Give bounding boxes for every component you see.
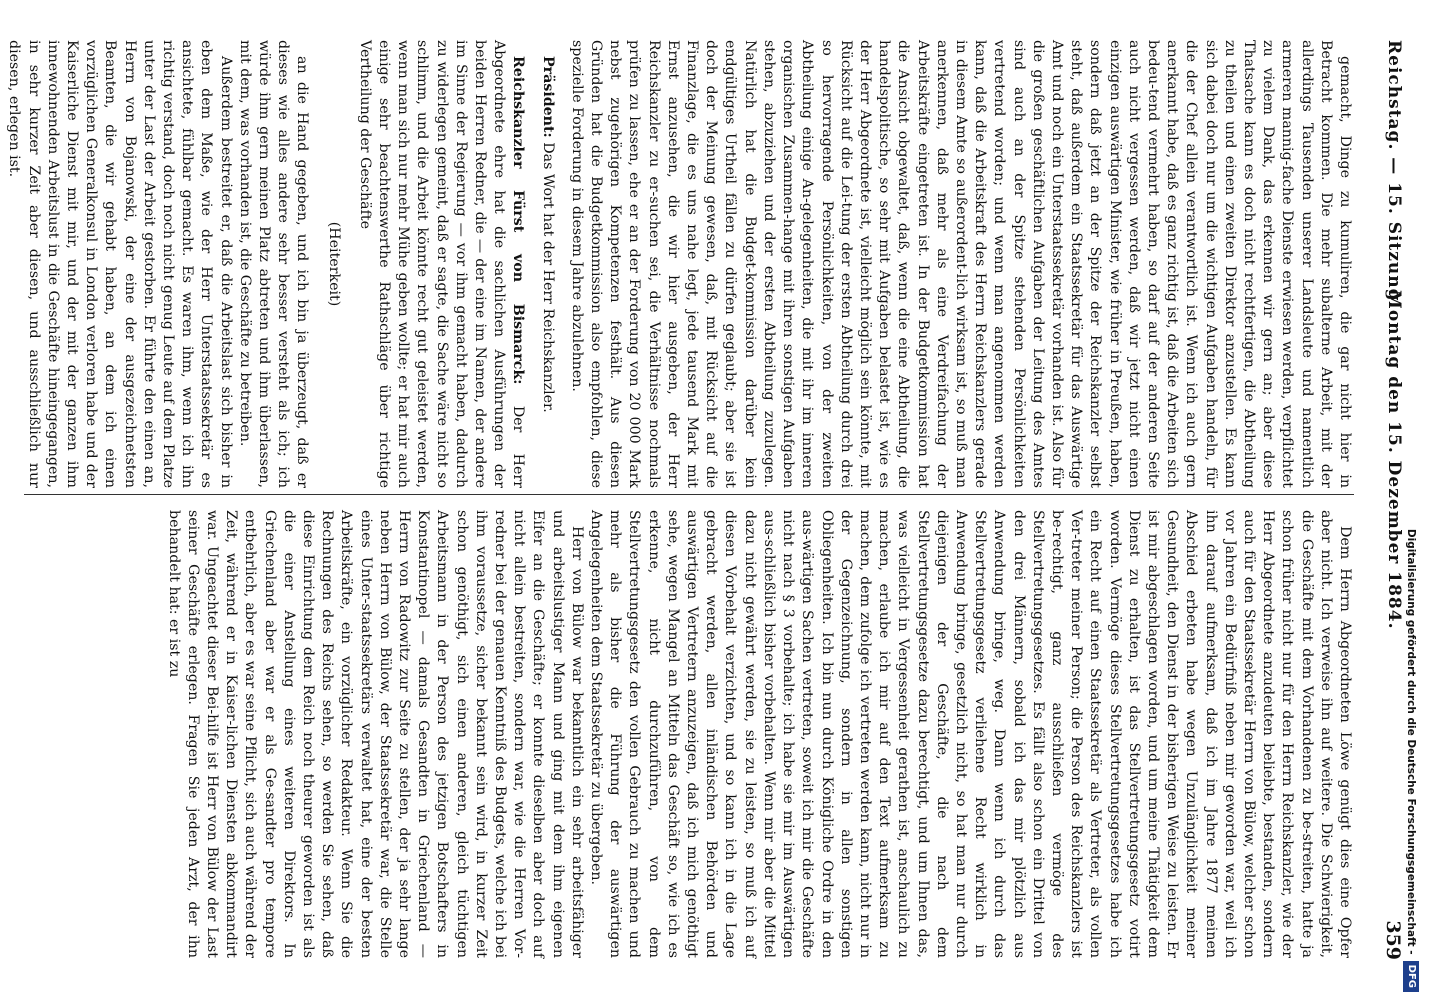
credit-text: Digitalisierung gefördert durch die Deutsche Forschungsgemeinschaft -	[1405, 528, 1417, 955]
president-statement: Das Wort hat der Herr Reichskanzler.	[539, 142, 556, 413]
speaker-label-chancellor: Reichskanzler Fürst von Bismarck:	[510, 56, 527, 385]
text-column-left	[6, 40, 1354, 488]
header-session: Reichstag. — 15. Sitzung.	[1384, 40, 1404, 309]
president-paragraph	[537, 40, 556, 488]
header-date: Montag den 15. Dezember 1884.	[1384, 290, 1404, 630]
dfg-logo: DFG	[1403, 961, 1419, 992]
paragraph: Dem Herrn Abgeordneten Löwe genügt dies eine Opfer aber nicht. Ich verweise ihn auf weitere. Die Schwierigkeit, die Geschäfte mit dem Vorhandenen zu be-streiten, hatte ja schon früher nicht nur für den Herrn Reichskanzler, wie der Herr Abgeordnete anzudeuten beliebte, bestanden, sondern auch für den Staatssekretär Herrn von Bülow, welcher schon vor Jahren ein Bedürfniß neben mir geworden war, weil ich ihn darauf aufmerksam, daß ich im Jahre 1877 meinen Abschied erbeten habe wegen Unzulänglichkeit meiner Gesundheit, den Dienst in der bisherigen Weise zu leisten. Er ist mir abgeschlagen worden, und um meine Thätigkeit dem Dienst zu erhalten, ist das Stellvertretungsgesetz votirt worden. Vermöge dieses Stellvertretungsgesetzes habe ich ein Recht auf einen Staatssekretär als Vertreter, als vollen Ver-treter meiner Person; die Person des Reichskanzlers ist be-rechtigt, ganz ausschließen vermöge des Stellvertretungsgesetzes. Es fällt also schon ein Drittel von den drei Männern, sobald ich das mir plötzlich aus Anwendung bringe, weg. Dann wenn ich durch das Stellvertretungsgesetz verliehene Recht wirklich in Anwendung bringe, gesetzlich nicht, so hat man nur durch diejenigen der Geschäfte, die nach dem Stellvertretungsgesetze dazu berechtigt, und um Ihnen das, was vielleicht in Vergessenheit gerathen ist, anschaulich zu machen, erlaube ich mir auf den Text aufmerksam zu machen, dem zufolge ich vertreten werden kann, nicht nur in der Gegenzeichnung, sondern in allen sonstigen Obliegenheiten. Ich bin nun durch Königliche Ordre in den aus-wärtigen Sachen vertreten, soweit ich mir die Geschäfte nicht nach § 3 vorbehalte; ich habe sie mir im Auswärtigen aus-schließlich bisher vorbehalten. Wenn mir aber die Mittel dazu nicht gewährt werden, sie zu leisten, so muß ich auf diesen Vorbehalt verzichten, und so kann ich in die Lage gebracht werden, allen inländischen Behörden und auswärtigen Vertretern anzuzeigen, daß ich mich genöthigt sehe, wegen Mangel an Mitteln das Geschäft so, wie ich es erkenne, nicht durchzuführen, von dem Stellvertretungsgesetz den vollen Gebrauch zu machen und mehr als bisher die Führung der auswärtigen Angelegenheiten dem Staatssekretär zu übergeben.	[588, 510, 1353, 958]
speaker-label-president: Präsident:	[539, 56, 556, 138]
interjection-heiterkeit: (Heiterkeit)	[325, 221, 342, 307]
column-divider	[24, 494, 1354, 495]
text-column-right	[14, 510, 1354, 958]
chancellor-statement: Der Herr Abgeordnete ehre hat die sachlichen Ausführungen der beiden Herren Redner, die — der eine im Namen, der andere im Sinne der Regierung — vor ihm gemacht haben, dadurch zu widerlegen gemeint, daß er sagte, die Sache wäre nicht so schlimm, und die Arbeit könnte recht gut geleistet werden, wenn man sich nur mehr Mühe geben wollte; er hat mir auch einige sehr beachtenswerthe Rathschläge über richtige Vertheilung der Geschäfte	[356, 40, 527, 488]
paragraph: Herr von Bülow war bekanntlich ein sehr arbeitsfähiger und arbeitslustiger Mann und ging mit dem ihm eigenen Eifer an die Geschäfte; er konnte dieselben aber doch auf nicht allein bestreiten, sondern war, wie die Herren Vor-redner bei der genauen Kenntniß des Budgets, welche ich bei ihm voraussetze, sicher bekannt sein wird, in kurzer Zeit schon genöthigt, sich einen anderen, gleich tüchtigen Arbeitsmann in der Person des jetzigen Botschafters in Konstantinopel — damals Gesandten in Griechenland — Herrn von Radowitz zur Seite zu stellen, der ja sehr lange neben Herrn von Bülow, der Staatssekretär war, die Stelle eines Unter-staatssekretärs verwaltet hat, eine der besten Arbeitskräfte, ein vorzüglicher Redakteur. Wenn Sie die Rechnungen des Reichs sehen, so werden Sie sehen, daß diese Einrichtung dem Reich noch theurer geworden ist als die einer Anstellung eines weiteren Direktors. In Griechenland aber war er als Ge-sandter pro tempore entbehrlich, aber es war seine Pflicht, sich auch während der Zeit, während er in Kaiser-lichen Diensten abkommandirt war. Ungeachtet dieser Bei-hilfe ist Herr von Bülow der Last seiner Geschäfte erlegen. Fragen Sie jeden Arzt, der ihn behandelt hat: er ist zu	[165, 510, 585, 958]
digitization-credit	[1400, 8, 1422, 992]
paragraph: gemacht, Dinge zu kumuliren, die gar nicht hier in Betracht kommen. Die mehr subalterne Arbeit, mit der allerdings Tausenden unserer Landsleute und namentlich armeren mannig-fache Dienste erwiesen werden, verpflichtet zu vielem Dank, das erkennen wir gern an; aber diese Thatsache kann es doch nicht rechtfertigen, die Abtheilung zu theilen und einen zweiten Direktor anzustellen. Es kann sich dabei doch nur um die wichtigen Aufgaben handeln, für die der Chef allein verantwortlich ist. Wenn ich auch gern anerkannt habe, daß es ganz richtig ist, daß die Arbeiten sich bedeu-tend vermehrt haben, so darf auf der anderen Seite auch nicht vergessen werden, daß wir jetzt nicht einen einzigen auswärtigen Minister, wie früher in Preußen, haben, sondern daß jetzt an der Spitze der Reichskanzler selbst steht, daß außerdem ein Staatssekretär für das Auswärtige Amt und noch ein Unterstaatssekretär vorhanden ist. Also für die großen geschäftlichen Aufgaben der Leitung des Amtes sind auch an der Spitze stehenden Persönlichkeiten vertretend worden; und wenn man angenommen werden kann, daß die Arbeitskraft des Herrn Reichskanzlers gerade in diesem Amte so außerordent-lich wirksam ist, so muß man anerkennen, daß mehr als eine Verdreifachung der Arbeitskräfte eingetreten ist. In der Budgetkommission hat die Ansicht obgewaltet, daß, wenn die eine Abtheilung, die handelspolitische, so sehr mit Aufgaben belastet ist, wie es der Herr Abgeordnete ist, vielleicht möglich sein könnte, mit Rücksicht auf die Lei-tung der ersten Abtheilung durch drei so hervorragende Persönlichkeiten, von der zweiten Abtheilung einige An-gelegenheiten, die mit ihr im inneren organischen Zusammen-hange mit ihren sonstigen Aufgaben stehen, abzuziehen und der ersten Abtheilung zuzulegen. Natürlich hat die Budget-kommission darüber kein endgültiges Urtheil fällen zu dürfen geglaubt; aber sie ist doch der Meinung gewesen, daß, mit Rücksicht auf die Finanzlage, die es uns nahe legt, jede tausend Mark mit Ernst anzusehen, die wir hier ausgeben, der Herr Reichskanzler zu er-suchen sei, die Verhältnisse nochmals prüfen zu lassen, ehe er an der Forderung von 20 000 Mark nebst zugehörigen Kompetenzen festhält. Aus diesen Gründen hat die Budgetkommission also empfohlen, diese spezielle Forderung in diesem Jahre abzulehnen.	[568, 40, 1353, 488]
page-number: 359	[1382, 920, 1404, 960]
page-header	[1364, 40, 1404, 960]
paragraph: an die Hand gegeben, und ich bin ja überzeugt, daß er dieses wie alles andere sehr besser versteht als ich; ich würde ihm gern meinen Platz abtreten und ihm überlassen, mit dem, was vorhanden ist, die Geschäfte zu betreiben.	[236, 40, 311, 488]
chancellor-paragraph	[355, 40, 528, 488]
paragraph: Außerdem bestreitet er, daß die Arbeitslast sich bisher in eben dem Maße, wie der Herr Unterstaatssekretär es ansichtete, fühlbar gemacht. Es waren ihm, wenn ich ihn richtig verstand, doch noch nicht genug Leute auf dem Platze unter der Last der Arbeit gestorben. Er führte den einen an, Herrn von Bojanowski, der eine der ausgezeichnetsten Beamten, die wir gehabt haben, an dem ich einen vorzüglichen Generalkonsul in London verloren habe und der Kaiserliche Dienst mit mir, und der mit der ganzen ihm innewohnenden Arbeitslust in die Geschäfte hineingegangen, in sehr kurzer Zeit aber diesen, und ausschließlich nur diesen, erlegen ist.	[6, 40, 234, 488]
